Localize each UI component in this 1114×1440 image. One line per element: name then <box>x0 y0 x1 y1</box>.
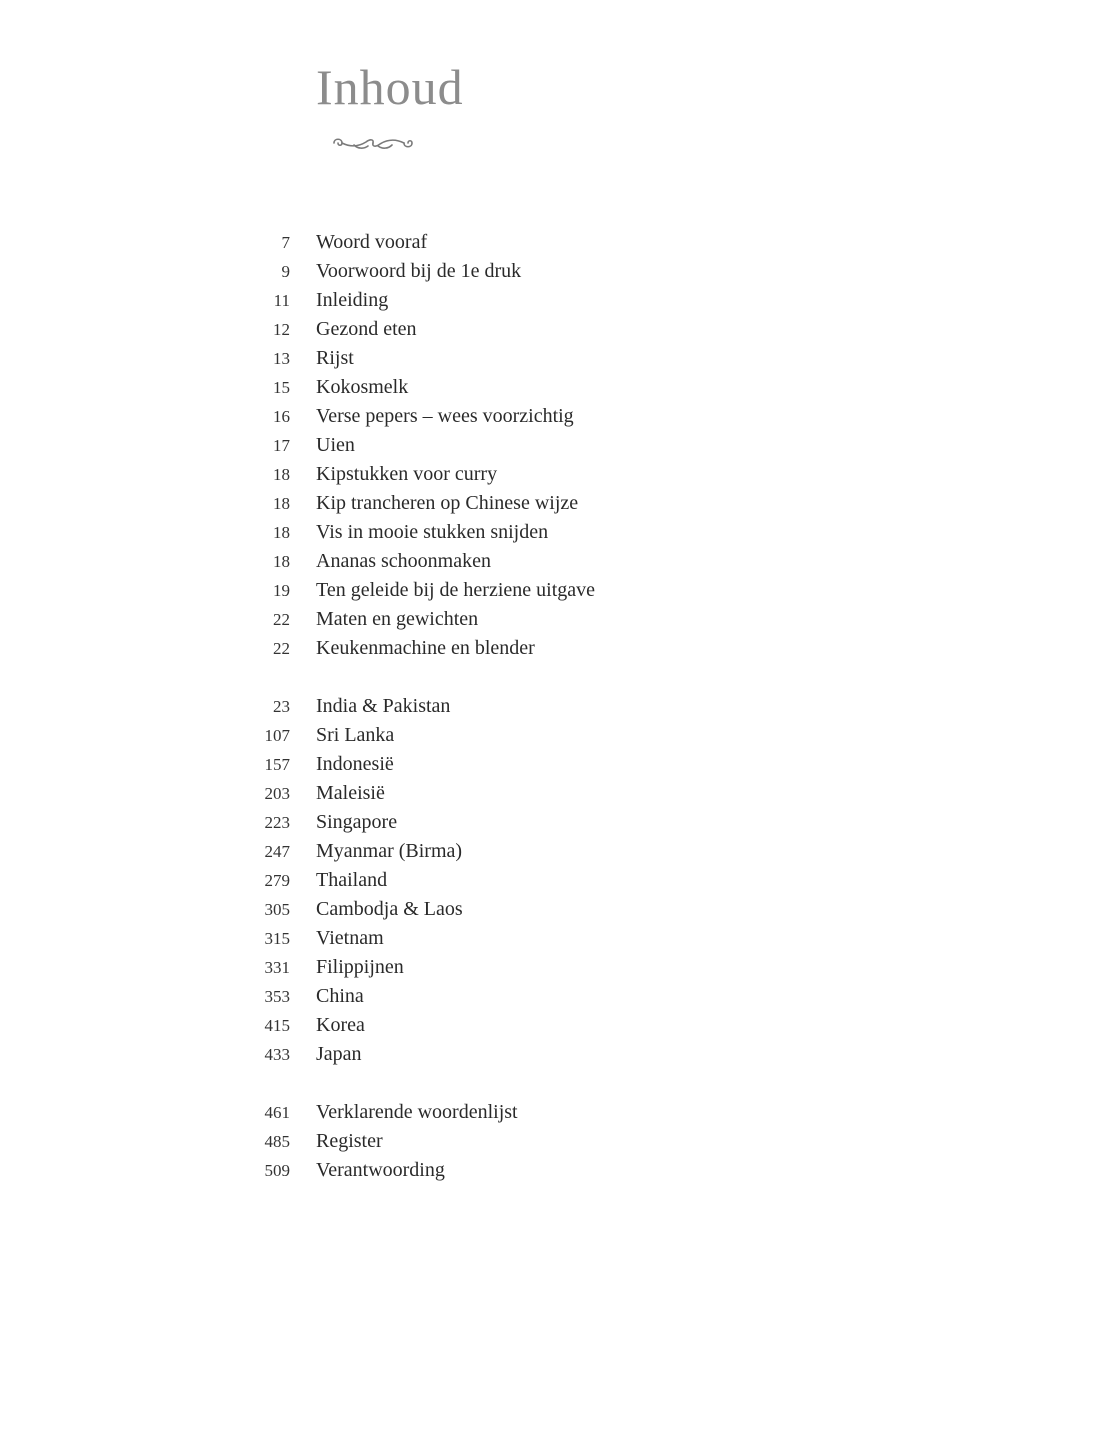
entry-title: Gezond eten <box>316 318 417 340</box>
toc-entry <box>0 1011 1114 1040</box>
toc-entry <box>0 431 1114 460</box>
page-number: 485 <box>264 1132 290 1151</box>
toc-entry <box>0 257 1114 286</box>
toc-entry <box>0 808 1114 837</box>
page-number: 18 <box>273 494 290 513</box>
page-number: 461 <box>264 1103 290 1122</box>
toc-entry <box>0 837 1114 866</box>
entry-title: Maten en gewichten <box>316 608 479 630</box>
toc-entry <box>0 286 1114 315</box>
page-number: 12 <box>273 320 290 339</box>
entry-title: Verantwoording <box>316 1159 445 1181</box>
entry-title: Kipstukken voor curry <box>316 463 498 485</box>
toc-entry <box>0 547 1114 576</box>
toc-entry <box>0 866 1114 895</box>
toc-entry <box>0 518 1114 547</box>
entry-title: Voorwoord bij de 1e druk <box>316 260 522 282</box>
page-number: 353 <box>264 987 290 1006</box>
entry-title: Verklarende woordenlijst <box>316 1101 518 1123</box>
page-number: 223 <box>264 813 290 832</box>
entry-title: Kip trancheren op Chinese wijze <box>316 492 579 514</box>
toc-entry <box>0 1156 1114 1185</box>
page-number: 17 <box>273 436 290 455</box>
entry-title: Vis in mooie stukken snijden <box>316 521 549 543</box>
toc-entry <box>0 460 1114 489</box>
toc-section <box>0 1098 1114 1185</box>
entry-title: Uien <box>316 434 355 456</box>
page-number: 18 <box>273 465 290 484</box>
page-number: 11 <box>273 291 290 310</box>
page-number: 279 <box>264 871 290 890</box>
page-number: 19 <box>273 581 290 600</box>
toc-entry <box>0 344 1114 373</box>
scroll-flourish-icon <box>328 134 418 152</box>
toc-entry <box>0 895 1114 924</box>
page-number: 203 <box>264 784 290 803</box>
entry-title: Japan <box>316 1043 362 1065</box>
entry-title: Cambodja & Laos <box>316 898 463 920</box>
toc-entry <box>0 779 1114 808</box>
page-number: 433 <box>264 1045 290 1064</box>
entry-title: Register <box>316 1130 383 1152</box>
page-number: 509 <box>264 1161 290 1180</box>
entry-title: Singapore <box>316 811 398 833</box>
page-number: 315 <box>264 929 290 948</box>
toc-entry <box>0 953 1114 982</box>
page-number: 331 <box>264 958 290 977</box>
page-title: Inhoud <box>316 59 464 115</box>
page-number: 23 <box>273 697 290 716</box>
table-of-contents <box>0 228 1114 1185</box>
entry-title: Filippijnen <box>316 956 404 978</box>
toc-entry <box>0 489 1114 518</box>
page-number: 18 <box>273 552 290 571</box>
entry-title: Sri Lanka <box>316 724 395 746</box>
page-number: 18 <box>273 523 290 542</box>
entry-title: Inleiding <box>316 289 389 311</box>
toc-entry <box>0 721 1114 750</box>
toc-entry <box>0 605 1114 634</box>
entry-title: Thailand <box>316 869 388 891</box>
toc-section <box>0 228 1114 663</box>
toc-entry <box>0 924 1114 953</box>
entry-title: Myanmar (Birma) <box>316 840 463 862</box>
page-number: 107 <box>264 726 290 745</box>
page-number: 22 <box>273 639 290 658</box>
entry-title: Kokosmelk <box>316 376 409 398</box>
entry-title: Ten geleide bij de herziene uitgave <box>316 579 596 601</box>
page-number: 9 <box>281 262 290 281</box>
entry-title: Ananas schoonmaken <box>316 550 491 572</box>
page-number: 22 <box>273 610 290 629</box>
toc-entry <box>0 1040 1114 1069</box>
toc-entry <box>0 982 1114 1011</box>
entry-title: Maleisië <box>316 782 385 804</box>
toc-entry <box>0 750 1114 779</box>
toc-entry <box>0 1127 1114 1156</box>
page-number: 157 <box>264 755 290 774</box>
entry-title: Korea <box>316 1014 365 1036</box>
toc-entry <box>0 402 1114 431</box>
entry-title: Indonesië <box>316 753 394 775</box>
entry-title: Rijst <box>316 347 354 369</box>
entry-title: China <box>316 985 364 1007</box>
entry-title: Verse pepers – wees voorzichtig <box>316 405 574 427</box>
page-number: 15 <box>273 378 290 397</box>
toc-entry <box>0 692 1114 721</box>
toc-entry <box>0 634 1114 663</box>
entry-title: Woord vooraf <box>316 231 428 253</box>
page-number: 16 <box>273 407 290 426</box>
page-number: 247 <box>264 842 290 861</box>
entry-title: Keukenmachine en blender <box>316 637 535 659</box>
toc-entry <box>0 373 1114 402</box>
entry-title: India & Pakistan <box>316 695 451 717</box>
page-number: 7 <box>281 233 290 252</box>
toc-entry <box>0 228 1114 257</box>
entry-title: Vietnam <box>316 927 384 949</box>
page-number: 415 <box>264 1016 290 1035</box>
toc-entry <box>0 1098 1114 1127</box>
page-number: 13 <box>273 349 290 368</box>
toc-entry <box>0 315 1114 344</box>
toc-entry <box>0 576 1114 605</box>
toc-section <box>0 692 1114 1069</box>
page-number: 305 <box>264 900 290 919</box>
